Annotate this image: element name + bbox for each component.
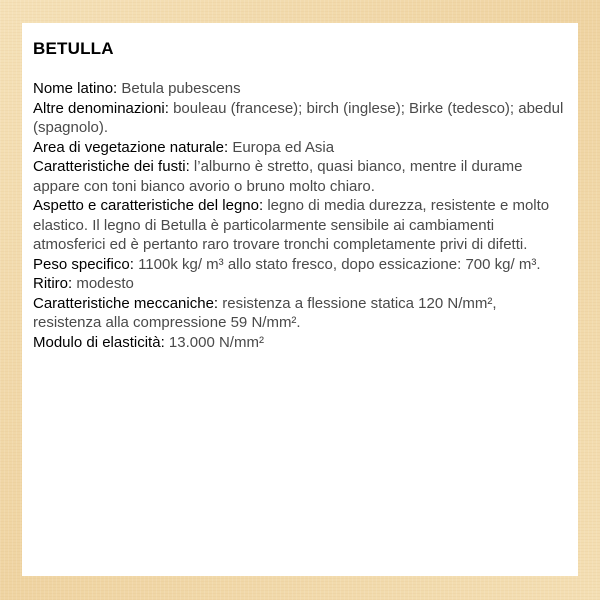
- entry-value: 13.000 N/mm²: [168, 333, 264, 351]
- info-card: [22, 23, 578, 576]
- entry-mechanical: [33, 294, 568, 333]
- entry-other-names: [33, 99, 568, 138]
- entry-trunk-features: [33, 157, 568, 196]
- entry-value: Betula pubescens: [121, 80, 241, 97]
- entry-value: legno di media durezza, resistente e molto elastico. Il legno di Betulla è particolarmente sensibile ai cambiamenti atmosferici ed è pertanto raro trovare tronchi completamente privi di difetti.: [33, 197, 550, 253]
- entry-wood-features: [33, 196, 568, 255]
- entry-value: resistenza a flessione statica 120 N/mm², resistenza alla compressione 59 N/mm².: [33, 294, 497, 331]
- entry-value: 1100k kg/ m³ allo stato fresco, dopo essicazione: 700 kg/ m³.: [138, 255, 541, 273]
- entry-value: l’alburno è stretto, quasi bianco, mentre il durame appare con toni bianco avorio o bruno molto chiaro.: [33, 158, 523, 195]
- entry-label: Ritiro:: [33, 275, 73, 292]
- entry-elasticity: [33, 333, 568, 353]
- entry-value: bouleau (francese); birch (inglese); Birke (tedesco); abedul (spagnolo).: [33, 99, 564, 136]
- entry-latin-name: [33, 79, 568, 99]
- entry-label: Aspetto e caratteristiche del legno:: [33, 197, 264, 214]
- entry-value: Europa ed Asia: [232, 138, 335, 156]
- entry-label: Altre denominazioni:: [33, 99, 169, 117]
- entry-label: Modulo di elasticità:: [33, 333, 165, 351]
- entry-label: Area di vegetazione naturale:: [33, 138, 229, 156]
- entry-shrinkage: [33, 274, 568, 294]
- entry-specific-weight: [33, 255, 568, 275]
- property-list: [33, 79, 568, 352]
- page-title: BETULLA: [33, 39, 114, 58]
- entry-label: Caratteristiche meccaniche:: [33, 294, 219, 312]
- entry-label: Nome latino:: [33, 80, 118, 97]
- entry-label: Caratteristiche dei fusti:: [33, 158, 190, 175]
- entry-value: modesto: [76, 275, 134, 292]
- entry-label: Peso specifico:: [33, 255, 134, 273]
- entry-natural-area: [33, 138, 568, 158]
